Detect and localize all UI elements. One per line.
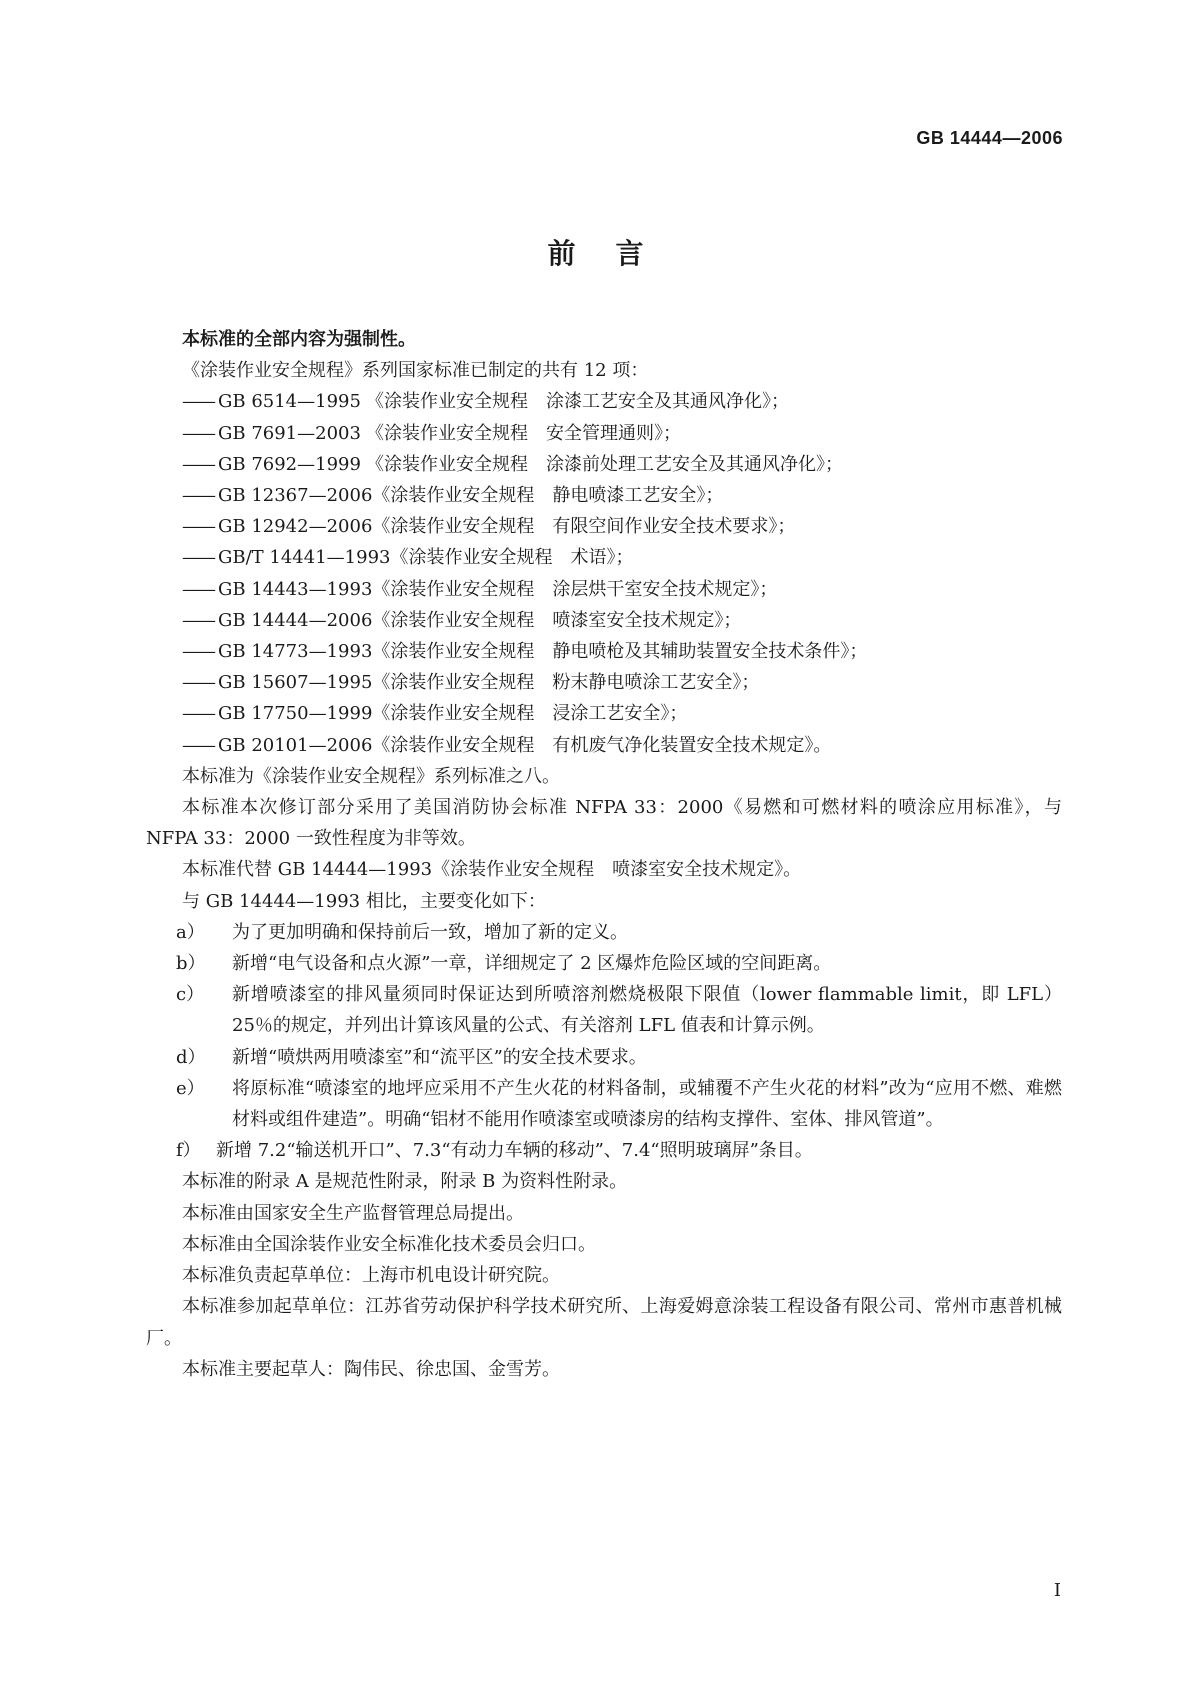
- em-dash: ——: [182, 578, 214, 600]
- standards-list-item: [146, 605, 1062, 636]
- standards-list-item: [146, 418, 1062, 449]
- change-text: 将原标准“喷漆室的地坪应采用不产生火花的材料备制，或辅覆不产生火花的材料”改为“应用不燃、难燃材料或组件建造”。明确“铝材不能用作喷漆室或喷漆房的结构支撑件、室体、排风管道”。: [232, 1077, 1062, 1131]
- list-marker: c）: [176, 984, 205, 1006]
- standards-list-item: [146, 386, 1062, 417]
- list-marker: a）: [176, 921, 205, 943]
- change-item: [146, 1042, 1062, 1073]
- standard-code: GB 6514—1995: [218, 391, 361, 413]
- change-text: 新增 7.2“输送机开口”、7.3“有动力车辆的移动”、7.4“照明玻璃屏”条目。: [216, 1140, 813, 1162]
- standard-name: 《涂装作业安全规程 术语》；: [390, 547, 634, 569]
- drafters-paragraph: 本标准主要起草人：陶伟民、徐忠国、金雪芳。: [182, 1358, 560, 1380]
- standards-list-item: [146, 574, 1062, 605]
- standard-code: GB/T 14441—1993: [218, 547, 391, 569]
- standard-code-header: GB 14444—2006: [916, 128, 1063, 148]
- standard-code: GB 17750—1999: [218, 703, 373, 725]
- standard-code: GB 12942—2006: [218, 516, 373, 538]
- standard-code: GB 20101—2006: [218, 734, 373, 756]
- standard-name: 《涂装作业安全规程 粉末静电喷涂工艺安全》；: [372, 672, 760, 694]
- standards-list-item: [146, 511, 1062, 542]
- em-dash: ——: [182, 422, 214, 444]
- list-marker: f）: [176, 1140, 201, 1162]
- em-dash: ——: [182, 547, 214, 569]
- em-dash: ——: [182, 672, 214, 694]
- list-marker: d）: [176, 1046, 206, 1068]
- standard-code: GB 12367—2006: [218, 485, 373, 507]
- standard-code: GB 14443—1993: [218, 578, 373, 600]
- standard-name: 《涂装作业安全规程 涂漆前处理工艺安全及其通风净化》；: [366, 453, 843, 475]
- standard-name: 《涂装作业安全规程 涂漆工艺安全及其通风净化》；: [366, 391, 789, 413]
- standards-list-item: [146, 480, 1062, 511]
- change-item: [146, 1073, 1062, 1135]
- change-item: [146, 917, 1062, 948]
- change-text: 为了更加明确和保持前后一致，增加了新的定义。: [232, 921, 628, 943]
- standards-list-item: [146, 542, 1062, 573]
- lead-drafter-unit-paragraph: 本标准负责起草单位：上海市机电设计研究院。: [182, 1265, 560, 1287]
- standard-code: GB 15607—1995: [218, 672, 373, 694]
- standard-name: 《涂装作业安全规程 涂层烘干室安全技术规定》；: [372, 578, 778, 600]
- page-number: I: [1053, 1580, 1061, 1601]
- em-dash: ——: [182, 703, 214, 725]
- standard-name: 《涂装作业安全规程 喷漆室安全技术规定》；: [372, 609, 742, 631]
- standards-list-item: [146, 698, 1062, 729]
- annex-paragraph: 本标准的附录 A 是规范性附录，附录 B 为资料性附录。: [182, 1171, 628, 1193]
- change-item: [146, 1135, 1062, 1166]
- mandatory-statement: 本标准的全部内容为强制性。: [182, 329, 416, 350]
- series-position-paragraph: 本标准为《涂装作业安全规程》系列标准之八。: [182, 765, 560, 787]
- standard-code: GB 7691—2003: [218, 422, 361, 444]
- proposer-paragraph: 本标准由国家安全生产监督管理总局提出。: [182, 1202, 524, 1224]
- participating-units-paragraph: 本标准参加起草单位：江苏省劳动保护科学技术研究所、上海爱姆意涂装工程设备有限公司、常州市惠普机械厂。: [146, 1296, 1062, 1349]
- changes-list: [146, 917, 1062, 1167]
- list-marker: e）: [176, 1077, 205, 1099]
- committee-paragraph: 本标准由全国涂装作业安全标准化技术委员会归口。: [182, 1233, 596, 1255]
- change-text: 新增喷漆室的排风量须同时保证达到所喷溶剂燃烧极限下限值（lower flammable limit，即 LFL）25％的规定，并列出计算该风量的公式、有关溶剂 LFL 值表和计算示例。: [232, 984, 1062, 1037]
- standard-name: 《涂装作业安全规程 有机废气净化装置安全技术规定》。: [372, 734, 832, 756]
- standard-name: 《涂装作业安全规程 浸涂工艺安全》；: [372, 703, 688, 725]
- standard-code: GB 14444—2006: [218, 609, 373, 631]
- change-item: [146, 979, 1062, 1041]
- change-item: [146, 948, 1062, 979]
- standard-name: 《涂装作业安全规程 安全管理通则》；: [366, 422, 681, 444]
- changes-intro-paragraph: 与 GB 14444—1993 相比，主要变化如下：: [182, 890, 546, 912]
- em-dash: ——: [182, 485, 214, 507]
- standard-code: GB 14773—1993: [218, 641, 373, 663]
- replacement-paragraph: 本标准代替 GB 14444—1993《涂装作业安全规程 喷漆室安全技术规定》。: [182, 859, 802, 881]
- change-text: 新增“电气设备和点火源”一章，详细规定了 2 区爆炸危险区域的空间距离。: [232, 953, 832, 975]
- em-dash: ——: [182, 391, 214, 413]
- change-text: 新增“喷烘两用喷漆室”和“流平区”的安全技术要求。: [232, 1046, 647, 1068]
- standards-list-item: [146, 636, 1062, 667]
- standard-name: 《涂装作业安全规程 静电喷枪及其辅助装置安全技术条件》；: [372, 641, 868, 663]
- standard-code: GB 7692—1999: [218, 453, 361, 475]
- list-marker: b）: [176, 953, 206, 975]
- standards-list-item: [146, 449, 1062, 480]
- standard-name: 《涂装作业安全规程 有限空间作业安全技术要求》；: [372, 516, 796, 538]
- standard-name: 《涂装作业安全规程 静电喷漆工艺安全》；: [372, 485, 724, 507]
- page-title: 前言: [547, 237, 684, 270]
- standards-list-item: [146, 730, 1062, 761]
- standards-list-item: [146, 667, 1062, 698]
- em-dash: ——: [182, 516, 214, 538]
- em-dash: ——: [182, 734, 214, 756]
- series-intro-paragraph: 《涂装作业安全规程》系列国家标准已制定的共有 12 项：: [182, 360, 649, 382]
- adoption-paragraph: 本标准本次修订部分采用了美国消防协会标准 NFPA 33：2000《易燃和可燃材料的喷涂应用标准》，与 NFPA 33：2000 一致性程度为非等效。: [146, 797, 1062, 850]
- em-dash: ——: [182, 641, 214, 663]
- em-dash: ——: [182, 609, 214, 631]
- standards-list: [146, 386, 1062, 760]
- foreword-body: [146, 324, 1062, 1385]
- em-dash: ——: [182, 453, 214, 475]
